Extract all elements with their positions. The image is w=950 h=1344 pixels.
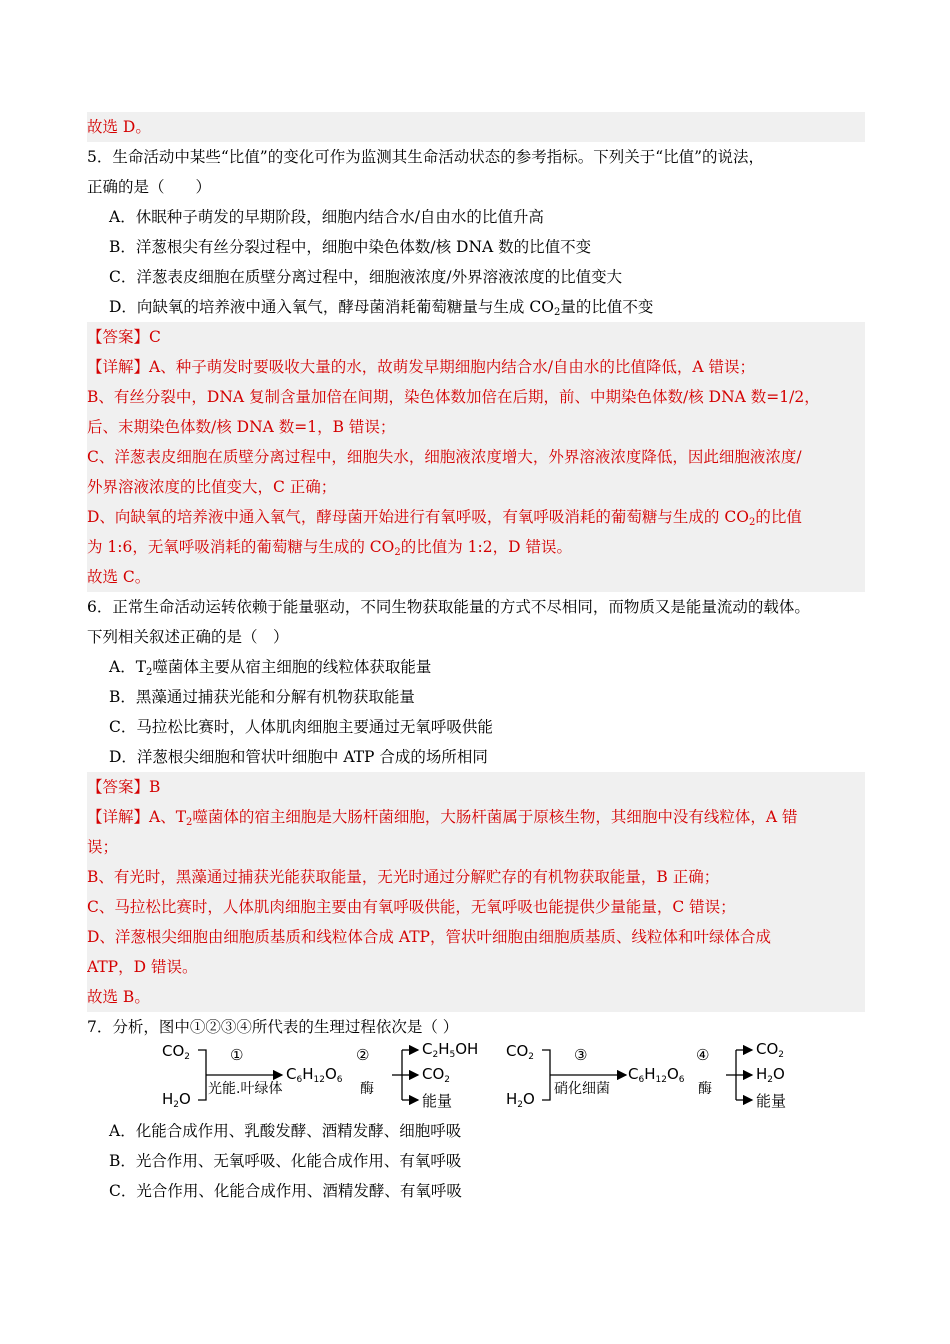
product-co2-2: $CO_2$ [756, 1040, 785, 1060]
q5-analysis-line: C、洋葱表皮细胞在质壁分离过程中，细胞失水，细胞液浓度增大，外界溶液浓度降低，因此细胞液浓度/ [87, 442, 865, 472]
process-number-1: ① [230, 1046, 244, 1064]
q6-option-b: B．黑藻通过捕获光能和分解有机物获取能量 [109, 688, 415, 706]
process-number-3: ③ [574, 1046, 588, 1064]
q5-analysis-line: B、有丝分裂中，DNA 复制含量加倍在间期，染色体数加倍在后期，前、中期染色体数/核 DNA 数=1/2， [87, 382, 865, 412]
reactant-h2o: $H_2O$ [162, 1090, 191, 1110]
q7-stem: 7．分析，图中①②③④所代表的生理过程依次是（ ） [87, 1018, 459, 1036]
q5-option-a: A．休眠种子萌发的早期阶段，细胞内结合水/自由水的比值升高 [109, 208, 544, 226]
q7-option-a: A．化能合成作用、乳酸发酵、酒精发酵、细胞呼吸 [109, 1122, 462, 1140]
q7-option-c: C．光合作用、化能合成作用、酒精发酵、有氧呼吸 [109, 1182, 462, 1200]
reactant-co2: $CO_2$ [162, 1042, 191, 1062]
q5-analysis-line: D、向缺氧的培养液中通入氧气，酵母菌开始进行有氧呼吸，有氧呼吸消耗的葡萄糖与生成的 $CO_2$的比值 [87, 502, 865, 532]
glucose-2: $C_6H_{12}O_6$ [628, 1065, 685, 1085]
q5-analysis-line: 后、末期染色体数/核 DNA 数=1，B 错误； [87, 412, 865, 442]
glucose-1: $C_6H_{12}O_6$ [286, 1065, 343, 1085]
q5-stem-line1: 5．生命活动中某些“比值”的变化可作为监测其生命活动状态的参考指标。下列关于“比值”的说法， [87, 148, 765, 166]
q5-option-d: D．向缺氧的培养液中通入氧气，酵母菌消耗葡萄糖量与生成 $CO_2$量的比值不变 [109, 298, 654, 318]
previous-conclusion: 故选 D。 [87, 112, 865, 142]
q6-option-a: A．$T_2$噬菌体主要从宿主细胞的线粒体获取能量 [109, 658, 432, 678]
document-page [87, 112, 865, 1206]
q6-stem-line2: 下列相关叙述正确的是（ ） [87, 628, 289, 646]
q5-analysis-line: 【详解】A、种子萌发时要吸收大量的水，故萌发早期细胞内结合水/自由水的比值降低，A 错误； [87, 352, 865, 382]
q6-analysis-line: C、马拉松比赛时，人体肌肉细胞主要由有氧呼吸供能，无氧呼吸也能提供少量能量，C 错误； [87, 892, 865, 922]
q7-process-diagram [162, 1042, 802, 1116]
q6-option-c: C．马拉松比赛时，人体肌肉细胞主要通过无氧呼吸供能 [109, 718, 493, 736]
q6-analysis-line: B、有光时，黑藻通过捕获光能获取能量，无光时通过分解贮存的有机物获取能量，B 正确； [87, 862, 865, 892]
q7-option-b: B．光合作用、无氧呼吸、化能合成作用、有氧呼吸 [109, 1152, 462, 1170]
reactant-h2o-2: $H_2O$ [506, 1090, 535, 1110]
q6-answer: 【答案】B [87, 772, 865, 802]
product-energy-1: 能量 [422, 1092, 453, 1110]
q6-stem-line1: 6．正常生命活动运转依赖于能量驱动，不同生物获取能量的方式不尽相同，而物质又是能量流动的载体。 [87, 598, 810, 616]
q5-stem-line2: 正确的是（ ） [87, 178, 212, 196]
q6-analysis-line: D、洋葱根尖细胞由细胞质基质和线粒体合成 ATP，管状叶细胞由细胞质基质、线粒体和叶绿体合成 [87, 922, 865, 952]
enzyme-label-2: 酶 [698, 1081, 712, 1097]
product-h2o: $H_2O$ [756, 1065, 785, 1085]
product-co2-1: $CO_2$ [422, 1065, 451, 1085]
condition-nitrifying-bacteria: 硝化细菌 [554, 1081, 610, 1097]
q6-conclusion: 故选 B。 [87, 982, 865, 1012]
process-number-2: ② [356, 1046, 370, 1064]
product-energy-2: 能量 [756, 1092, 787, 1110]
q5-analysis-line: 外界溶液浓度的比值变大，C 正确； [87, 472, 865, 502]
q6-analysis-line: ATP，D 错误。 [87, 952, 865, 982]
q5-analysis-line: 为 1:6，无氧呼吸消耗的葡萄糖与生成的 $CO_2$的比值为 1:2，D 错误。 [87, 532, 865, 562]
reactant-co2-2: $CO_2$ [506, 1042, 535, 1062]
enzyme-label-1: 酶 [360, 1081, 374, 1097]
q6-analysis-line: 误； [87, 832, 865, 862]
q5-option-b: B．洋葱根尖有丝分裂过程中，细胞中染色体数/核 DNA 数的比值不变 [109, 238, 592, 256]
q5-option-c: C．洋葱表皮细胞在质壁分离过程中，细胞液浓度/外界溶液浓度的比值变大 [109, 268, 623, 286]
product-ethanol: $C_2H_5OH$ [422, 1040, 479, 1060]
process-number-4: ④ [696, 1046, 710, 1064]
q6-analysis-line: 【详解】A、$T_2$噬菌体的宿主细胞是大肠杆菌细胞，大肠杆菌属于原核生物，其细胞中没有线粒体，A 错 [87, 802, 865, 832]
condition-light-chloroplast: 光能.叶绿体 [208, 1081, 283, 1097]
q6-option-d: D．洋葱根尖细胞和管状叶细胞中 ATP 合成的场所相同 [109, 748, 488, 766]
q5-answer: 【答案】C [87, 322, 865, 352]
q5-conclusion: 故选 C。 [87, 562, 865, 592]
